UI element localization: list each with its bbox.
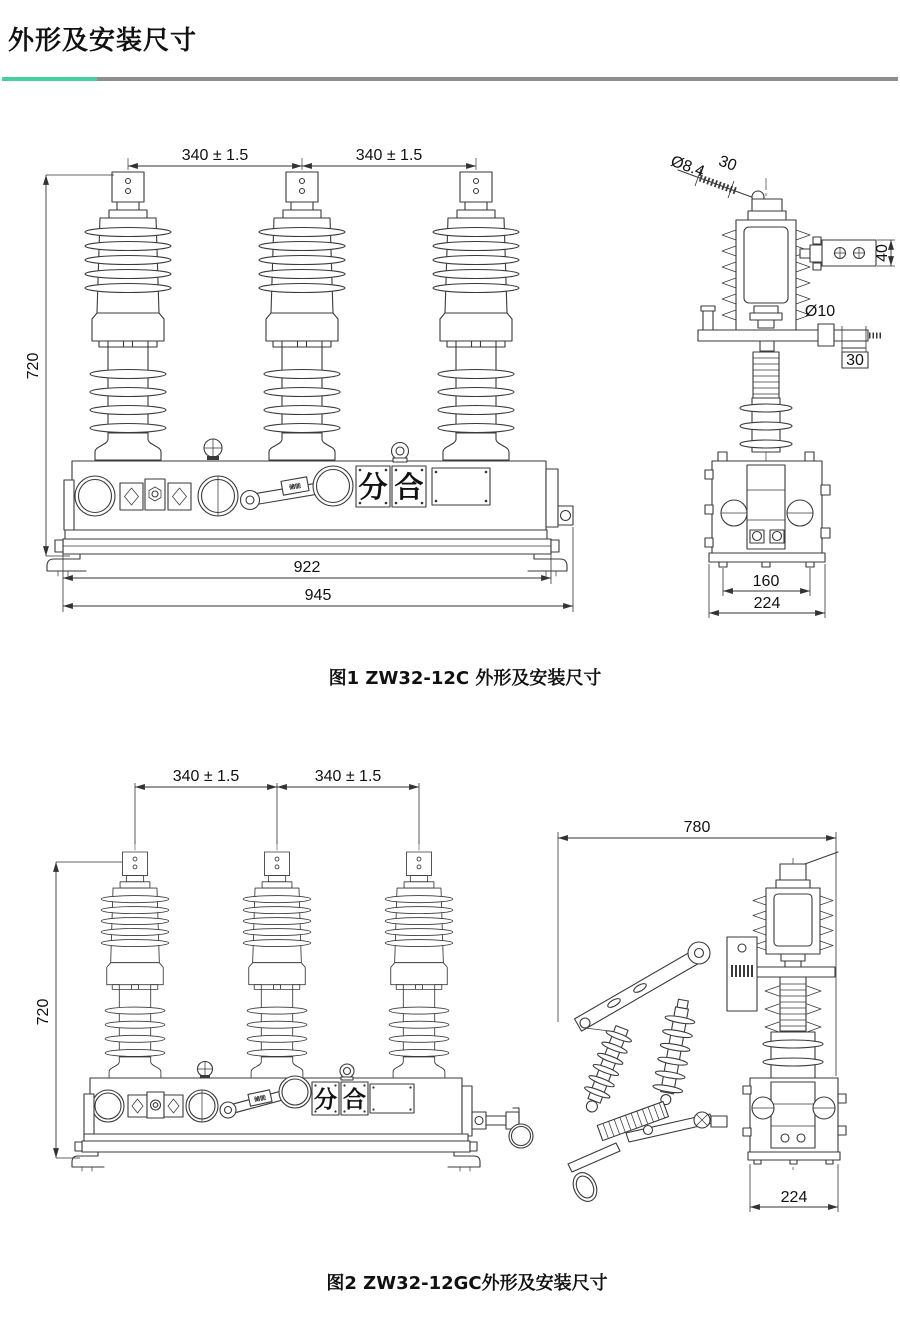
fig1-side-view [668, 153, 895, 618]
dim-label: Ø10 [804, 303, 836, 320]
open-plate [312, 1082, 339, 1115]
dim-label: 224 [753, 595, 781, 612]
dim-label: 224 [780, 1189, 808, 1206]
dim-label: 340 ± 1.5 [355, 147, 423, 164]
left-bracket [64, 480, 74, 530]
dim-label: 30 [716, 152, 739, 175]
insulator-pole [433, 158, 519, 464]
fig1-bellows [740, 341, 792, 452]
fig1-base-dimensions [709, 564, 825, 618]
fig2-front-view [35, 768, 533, 1171]
pull-ring [569, 1169, 602, 1205]
dim-label: 30 [846, 352, 864, 369]
dim-label: 340 ± 1.5 [181, 147, 249, 164]
close-plate [392, 466, 426, 507]
left-bracket [84, 1094, 94, 1136]
dim-label: 720 [25, 352, 42, 380]
hanging-insulator [650, 998, 698, 1108]
base-rail [75, 1134, 477, 1152]
manual-hook [462, 1086, 533, 1148]
fig2-mechanism-body [72, 1062, 533, 1172]
lifting-eye [392, 443, 409, 463]
right-bracket [546, 469, 558, 527]
insulator-pole [243, 841, 311, 1081]
dim-label: 340 ± 1.5 [314, 768, 382, 785]
fig2-side-box [743, 1078, 846, 1164]
dim-label: 720 [35, 998, 52, 1026]
svg-text:合: 合 [343, 1087, 366, 1113]
fig2-side-view [558, 819, 846, 1212]
fig1-front-view [25, 147, 573, 612]
fig1-caption: 图1 ZW32-12C 外形及安装尺寸 [328, 668, 602, 689]
dim-label: 922 [293, 559, 321, 576]
fig2-side-pole [727, 852, 838, 1078]
close-plate [341, 1082, 368, 1115]
fig2-caption: 图2 ZW32-12GC外形及安装尺寸 [326, 1273, 608, 1294]
insulator-pole [85, 158, 171, 464]
hanging-insulator [577, 1023, 634, 1116]
mounting-feet [72, 1152, 480, 1171]
svg-text:合: 合 [394, 470, 424, 504]
fig1-pull-rod [668, 153, 764, 203]
insulator-pole [385, 841, 453, 1081]
svg-text:分: 分 [358, 470, 388, 504]
page-title: 外形及安装尺寸 [8, 26, 198, 56]
dim-label: 945 [304, 587, 332, 604]
fig2-base-dimension [750, 1164, 838, 1212]
insulator-pole [101, 841, 169, 1081]
open-plate [356, 466, 390, 507]
nameplate [432, 468, 490, 505]
dim-label: 160 [752, 573, 780, 590]
dim-label: 780 [683, 819, 711, 836]
fig2-isolator-arm [568, 942, 727, 1205]
lever-tag: 储能 [253, 1094, 267, 1104]
indicator-plate [120, 483, 143, 510]
ground-bolt [198, 1062, 213, 1079]
indicator-plate [168, 483, 191, 510]
lifting-eye [340, 1064, 354, 1080]
dim-label: 40 [874, 244, 891, 262]
indicator-plate [164, 1095, 183, 1117]
charge-port [145, 479, 165, 510]
fig1-side-pole [722, 199, 810, 332]
indicator-plate [128, 1095, 147, 1117]
figure2 [35, 768, 846, 1294]
figure1 [25, 147, 895, 689]
insulator-pole [259, 158, 345, 464]
base-rail [55, 530, 559, 554]
ground-bolt [204, 439, 222, 460]
pull-rod [568, 1143, 620, 1172]
dim-label: 340 ± 1.5 [172, 768, 240, 785]
svg-text:分: 分 [314, 1087, 337, 1113]
fig1-side-box [705, 452, 830, 567]
dim-label: Ø8.4 [668, 152, 707, 181]
lever-tag: 储能 [288, 482, 302, 492]
fig1-upper-terminal [800, 237, 895, 270]
charge-port [147, 1092, 164, 1118]
nameplate [370, 1084, 414, 1113]
